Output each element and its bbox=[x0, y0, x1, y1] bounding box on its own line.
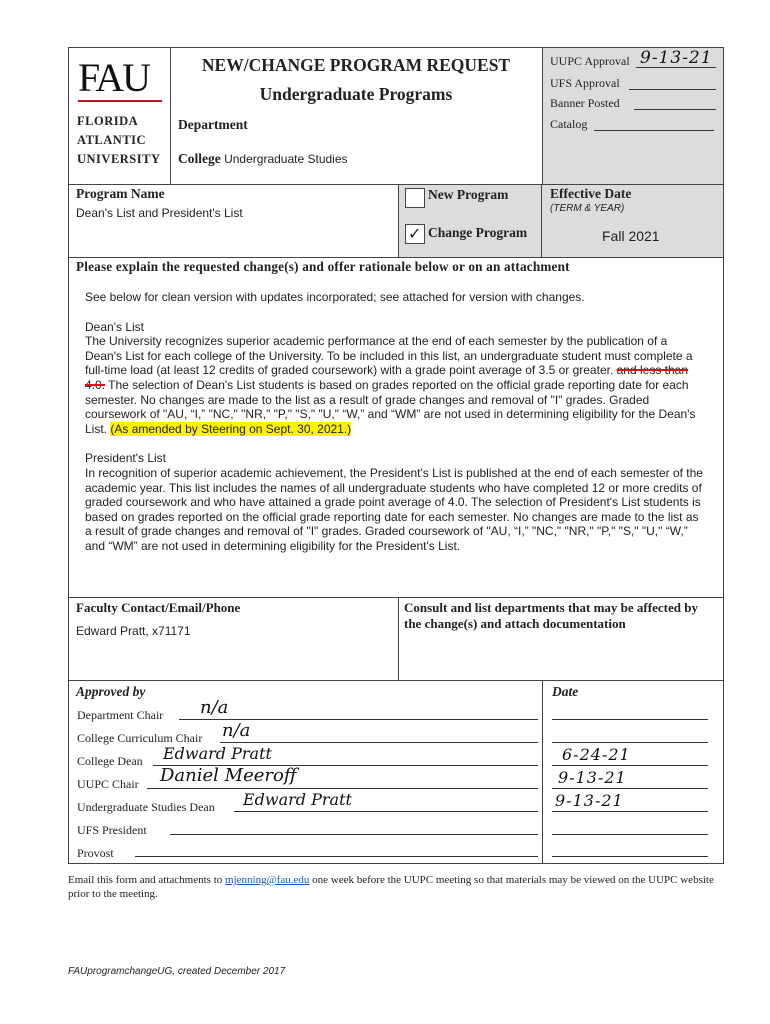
check-mark-icon: ✓ bbox=[408, 224, 422, 243]
faculty-contact-value: Edward Pratt, x71171 bbox=[76, 624, 191, 638]
deans-list-title: Dean's List bbox=[85, 319, 144, 334]
college-value: Undergraduate Studies bbox=[224, 152, 348, 166]
university-line-3: UNIVERSITY bbox=[77, 152, 161, 166]
date-line bbox=[552, 788, 708, 789]
form-subtitle: Undergraduate Programs bbox=[259, 84, 453, 104]
signature: Edward Pratt bbox=[243, 790, 352, 809]
email-link[interactable]: mjenning@fau.edu bbox=[225, 874, 310, 886]
signature-line bbox=[147, 788, 538, 789]
deans-list-struck-text: and less than 4.0. bbox=[85, 363, 689, 392]
approver-label: Provost bbox=[77, 846, 114, 860]
divider bbox=[398, 597, 399, 681]
signature-line bbox=[135, 856, 538, 857]
approval-line bbox=[634, 109, 716, 110]
file-note: FAUprogramchangeUG, created December 2017 bbox=[68, 966, 286, 977]
approver-label: UUPC Chair bbox=[77, 777, 139, 791]
approver-label: UFS President bbox=[77, 823, 147, 837]
approver-label: Department Chair bbox=[77, 708, 164, 722]
deans-list-text bbox=[85, 334, 707, 436]
change-program-label: Change Program bbox=[428, 225, 528, 240]
approval-date: 6-24-21 bbox=[562, 745, 631, 764]
signature-line bbox=[170, 834, 538, 835]
university-name bbox=[77, 112, 161, 169]
signature: n/a bbox=[222, 720, 251, 741]
department-label: Department bbox=[178, 117, 248, 132]
explain-body bbox=[85, 290, 707, 554]
amendment-note: (As amended by Steering on Sept. 30, 2021.) bbox=[110, 421, 352, 436]
intro-text: See below for clean version with updates incorporated; see attached for version with changes. bbox=[85, 290, 585, 304]
date-line bbox=[552, 856, 708, 857]
logo-red-rule bbox=[78, 100, 162, 102]
approver-label: College Dean bbox=[77, 754, 143, 768]
effective-date-hint: (TERM & YEAR) bbox=[550, 203, 625, 214]
approval-date: 9-13-21 bbox=[555, 791, 624, 810]
date-line bbox=[552, 719, 708, 720]
divider bbox=[68, 680, 724, 681]
presidents-list-text: In recognition of superior academic achievement, the President's List is published at the end of each semester of the academic year. This list includes the names of all undergraduate students who have completed 12 or more credits of graded coursework and who have attained a grade point average of 4.0. The selection of President's List students is based on grades reported on the official grade reporting date for each semester. No changes are made to the list as a result of grade changes and removal of "I" grades. Graded coursework of "AU, “I,” "NC," "NR," "P," "S," "U," “W,” and “WM” are not used in determining eligibility for the President's List. bbox=[85, 465, 703, 553]
effective-date-value: Fall 2021 bbox=[602, 228, 660, 244]
college-label: College bbox=[178, 151, 221, 166]
signature-line bbox=[220, 742, 538, 743]
college-line bbox=[178, 151, 348, 167]
approval-catalog-label: Catalog bbox=[550, 117, 588, 131]
approved-by-heading: Approved by bbox=[76, 684, 146, 699]
approval-uupc-label: UUPC Approval bbox=[550, 54, 630, 68]
effective-date-label: Effective Date bbox=[550, 186, 632, 201]
university-line-1: FLORIDA bbox=[77, 114, 139, 128]
submission-instructions bbox=[68, 873, 718, 901]
program-name-label: Program Name bbox=[76, 186, 165, 201]
deans-list-p1: The University recognizes superior academic performance at the end of each semester by the publication of a Dean's List for each college of the University. To be included in this list, an undergraduate student must complete a full-time load (at least 12 credits of graded coursework) with a grade point average of 3.5 or greater. bbox=[85, 334, 693, 378]
form-title: NEW/CHANGE PROGRAM REQUEST bbox=[201, 55, 511, 75]
approval-ufs-label: UFS Approval bbox=[550, 76, 620, 90]
fau-logo bbox=[78, 55, 162, 104]
signature: Edward Pratt bbox=[163, 744, 272, 763]
instructions-pre: Email this form and attachments to bbox=[68, 874, 226, 886]
new-program-checkbox[interactable] bbox=[405, 188, 425, 208]
change-program-checkbox[interactable] bbox=[405, 224, 425, 244]
deans-list-p2: The selection of Dean's List students is based on grades reported on the official grade reporting date for each semester. No changes are made to the list as a result of grade changes and removal of "I" grades. Graded coursework of "AU, “I,” "NC," "NR," "P," "S," "U," “W,” and “WM” are not used in determining eligibility for the Dean's List. bbox=[85, 377, 696, 436]
university-line-2: ATLANTIC bbox=[77, 133, 147, 147]
faculty-contact-label: Faculty Contact/Email/Phone bbox=[76, 600, 241, 615]
divider bbox=[542, 680, 543, 864]
date-heading: Date bbox=[552, 684, 579, 699]
approval-line bbox=[629, 89, 716, 90]
new-program-label: New Program bbox=[428, 187, 509, 202]
date-line bbox=[552, 834, 708, 835]
date-line bbox=[552, 742, 708, 743]
approval-banner-label: Banner Posted bbox=[550, 96, 620, 110]
divider bbox=[68, 597, 724, 598]
program-name-value: Dean's List and President's List bbox=[76, 206, 243, 220]
signature-line bbox=[234, 811, 538, 812]
approval-line bbox=[594, 130, 714, 131]
date-line bbox=[552, 765, 708, 766]
approval-uupc-date: 9-13-21 bbox=[640, 48, 713, 68]
signature: Daniel Meeroff bbox=[160, 765, 297, 786]
explain-heading: Please explain the requested change(s) and offer rationale below or on an attachment bbox=[76, 259, 570, 274]
instructions-post: one week before the UUPC meeting so that materials may be viewed on the UUPC website prior to the meeting. bbox=[68, 874, 714, 900]
approver-label: Undergraduate Studies Dean bbox=[77, 800, 215, 814]
signature: n/a bbox=[200, 697, 229, 718]
logo-text: FAU bbox=[78, 55, 150, 100]
approval-uupc bbox=[550, 54, 630, 69]
approval-date: 9-13-21 bbox=[558, 768, 627, 787]
presidents-list-title: President's List bbox=[85, 451, 166, 466]
date-line bbox=[552, 811, 708, 812]
consult-departments-label: Consult and list departments that may be affected by the change(s) and attach documentation bbox=[404, 600, 698, 631]
approver-label: College Curriculum Chair bbox=[77, 731, 203, 745]
divider bbox=[68, 257, 724, 258]
